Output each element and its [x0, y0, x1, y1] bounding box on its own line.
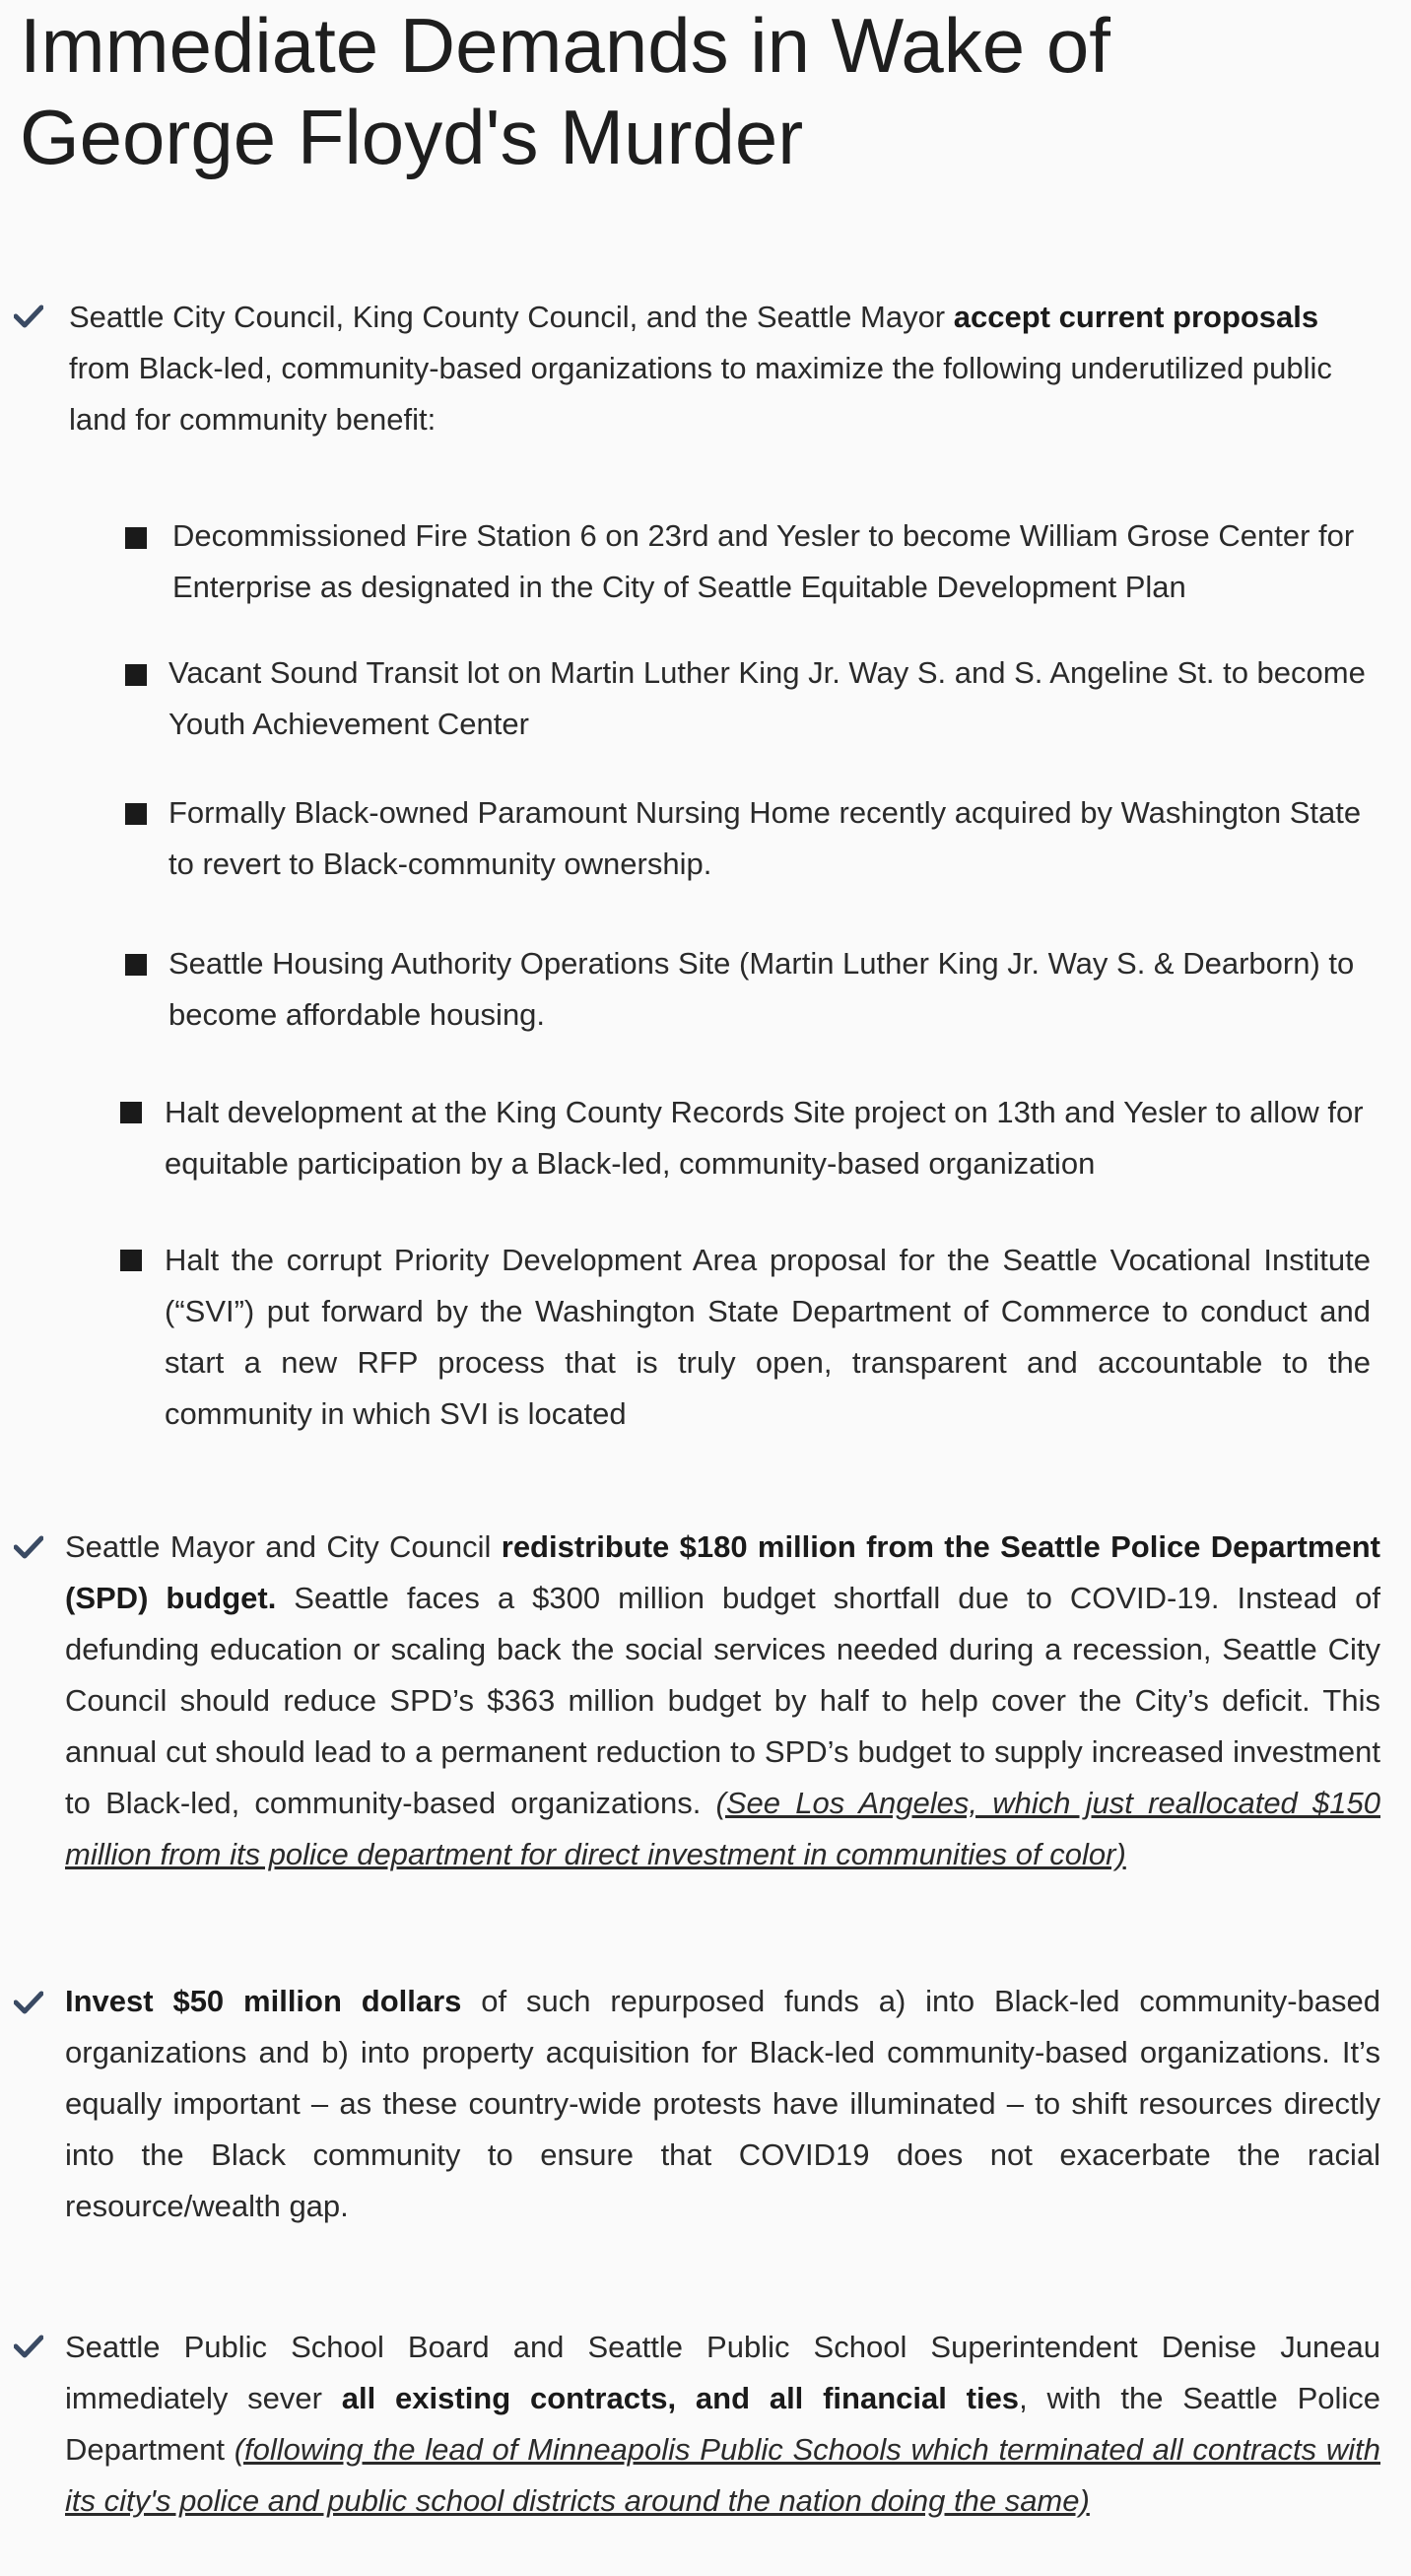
demand-1 [69, 292, 1384, 445]
demand-2-text-bold: redistribute $180 million from the Seattle Police Department (SPD) budget. [65, 1529, 1380, 1615]
demand-2-text-pre: Seattle Mayor and City Council [65, 1529, 502, 1564]
land-item-5: Halt development at the King County Records Site project on 13th and Yesler to allow for equitable participation by a Black-led, community-based organization [165, 1095, 1364, 1181]
demand-1-text-pre: Seattle City Council, King County Council, and the Seattle Mayor [69, 300, 954, 334]
land-item-1: Decommissioned Fire Station 6 on 23rd and Yesler to become William Grose Center for Enterprise as designated in the City of Seattle Equitable Development Plan [172, 518, 1355, 604]
demand-1-text-post: from Black-led, community-based organizations to maximize the following underutilized public land for community benefit: [69, 351, 1332, 437]
square-bullet-icon [125, 803, 147, 825]
checkmark-icon [14, 1535, 43, 1559]
land-item-3: Formally Black-owned Paramount Nursing Home recently acquired by Washington State to revert to Black-community ownership. [168, 795, 1362, 881]
land-item-4: Seattle Housing Authority Operations Site (Martin Luther King Jr. Way S. & Dearborn) to become affordable housing. [168, 946, 1355, 1032]
minneapolis-link[interactable]: (following the lead of Minneapolis Public Schools which terminated all contracts with its city's police and public school districts around the nation doing the same) [65, 2432, 1381, 2518]
square-bullet-icon [120, 1250, 142, 1271]
los-angeles-link[interactable]: (See Los Angeles, which just reallocated $150 million from its police department for direct investment in communities of color) [65, 1786, 1380, 1871]
demand-2 [65, 1522, 1380, 1880]
demand-3 [65, 1976, 1380, 2232]
demand-1-text-bold: accept current proposals [953, 300, 1319, 334]
square-bullet-icon [120, 1102, 142, 1123]
demand-4-text-post: , with the Seattle Police Department [65, 2381, 1381, 2467]
square-bullet-icon [125, 954, 147, 976]
demand-4-text-pre: Seattle Public School Board and Seattle Public School Superintendent Denise Juneau immediately sever [65, 2330, 1380, 2415]
checkmark-icon [14, 2335, 43, 2358]
demand-3-text-post: of such repurposed funds a) into Black-led community-based organizations and b) into property acquisition for Black-led community-based organizations. It’s equally important – as these country-wide protests have illuminated – to shift resources directly into the Black community to ensure that COVID19 does not exacerbate the racial resource/wealth gap. [65, 1984, 1381, 2223]
demand-4-text-bold: all existing contracts, and all financial ties [341, 2381, 1020, 2415]
square-bullet-icon [125, 527, 147, 549]
checkmark-icon [14, 1991, 43, 2014]
demand-2-text-post: Seattle faces a $300 million budget shortfall due to COVID-19. Instead of defunding education or scaling back the social services needed during a recession, Seattle City Council should reduce SPD’s $363 million budget by half to help cover the City’s deficit. This annual cut should lead to a permanent reduction to SPD’s budget to supply increased investment to Black-led, community-based organizations. [65, 1581, 1381, 1820]
land-item-2: Vacant Sound Transit lot on Martin Luther King Jr. Way S. and S. Angeline St. to become Youth Achievement Center [168, 655, 1366, 741]
demand-3-text-bold: Invest $50 million dollars [65, 1984, 462, 2018]
demand-4 [65, 2322, 1380, 2527]
square-bullet-icon [125, 664, 147, 686]
page-title: Immediate Demands in Wake of George Floyd's Murder [20, 2, 1110, 180]
land-item-6: Halt the corrupt Priority Development Area proposal for the Seattle Vocational Institute (“SVI”) put forward by the Washington State Department of Commerce to conduct and start a new RFP process that is truly open, transparent and accountable to the community in which SVI is located [165, 1243, 1371, 1431]
checkmark-icon [14, 305, 43, 328]
